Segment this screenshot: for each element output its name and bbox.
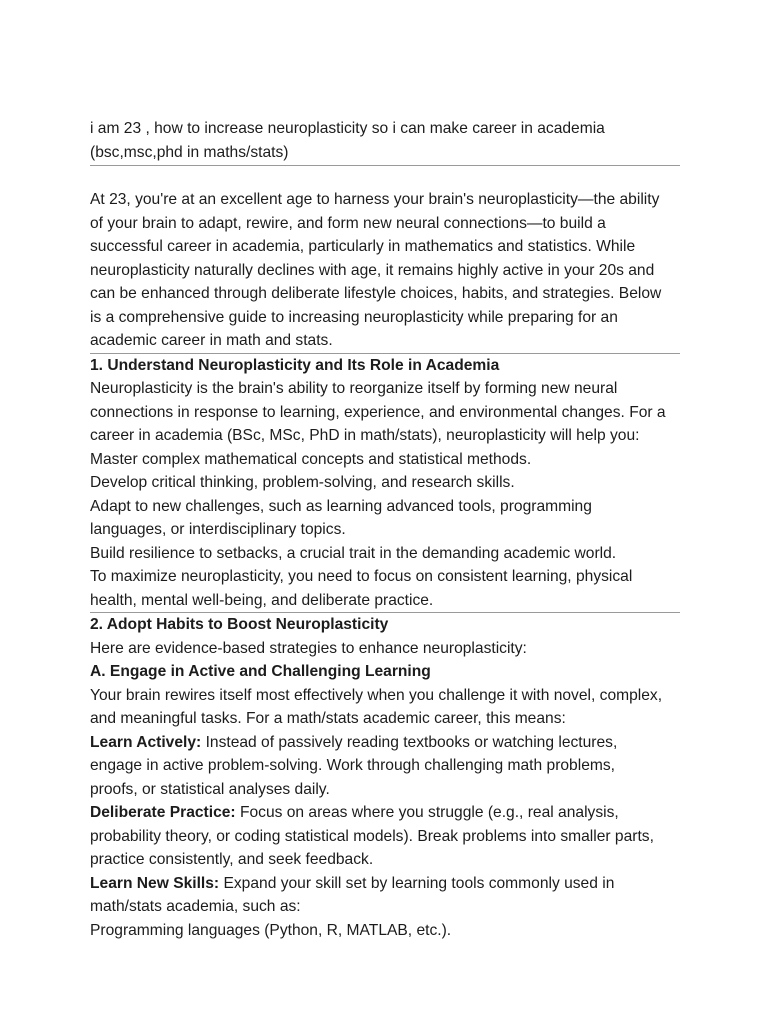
intro-line: can be enhanced through deliberate lifestyle choices, habits, and strategies. Below <box>90 285 662 302</box>
intro-line: At 23, you're at an excellent age to harness your brain's neuroplasticity—the ability <box>90 191 660 208</box>
intro-line: is a comprehensive guide to increasing neuroplasticity while preparing for an <box>90 308 618 326</box>
section-line: Master complex mathematical concepts and statistical methods. <box>90 450 532 468</box>
document-page <box>90 117 680 942</box>
item-text: Expand your skill set by learning tools commonly used in <box>219 874 615 892</box>
learn-new-skills-item <box>90 872 680 896</box>
item-text: Focus on areas where you struggle (e.g., real analysis, <box>235 804 619 821</box>
section-line: Develop critical thinking, problem-solving, and research skills. <box>90 474 515 491</box>
section-line: health, mental well-being, and deliberate practice. <box>90 591 434 609</box>
item-text: Instead of passively reading textbooks or watching lectures, <box>201 733 618 751</box>
intro-line: of your brain to adapt, rewire, and form new neural connections—to build a <box>90 214 606 232</box>
section-heading: 2. Adopt Habits to Boost Neuroplasticity <box>90 616 389 633</box>
section-line: and meaningful tasks. For a math/stats academic career, this means: <box>90 710 566 727</box>
learn-actively-item <box>90 731 680 755</box>
section-line: practice consistently, and seek feedback. <box>90 851 374 868</box>
subsection-heading: A. Engage in Active and Challenging Learning <box>90 663 431 680</box>
section-line: proofs, or statistical analyses daily. <box>90 780 330 798</box>
section-line: Your brain rewires itself most effectively when you challenge it with novel, complex, <box>90 686 663 704</box>
section-line: probability theory, or coding statistical models). Break problems into smaller parts, <box>90 827 654 845</box>
answer-intro <box>90 188 680 353</box>
section-line: career in academia (BSc, MSc, PhD in math/stats), neuroplasticity will help you: <box>90 427 640 444</box>
question-line: i am 23 , how to increase neuroplasticity so i can make career in academia <box>90 120 605 137</box>
section-line: engage in active problem-solving. Work through challenging math problems, <box>90 757 615 774</box>
section-line: Neuroplasticity is the brain's ability to reorganize itself by forming new neural <box>90 380 618 397</box>
section-2 <box>90 613 680 942</box>
section-line: Here are evidence-based strategies to enhance neuroplasticity: <box>90 639 527 657</box>
section-1 <box>90 354 680 613</box>
section-line: languages, or interdisciplinary topics. <box>90 521 346 538</box>
item-label: Deliberate Practice: <box>90 804 236 821</box>
section-line: math/stats academia, such as: <box>90 898 301 915</box>
section-line: connections in response to learning, experience, and environmental changes. For a <box>90 403 666 421</box>
deliberate-practice-item <box>90 801 680 825</box>
user-question <box>90 117 680 165</box>
section-line: To maximize neuroplasticity, you need to focus on consistent learning, physical <box>90 568 633 585</box>
question-line: (bsc,msc,phd in maths/stats) <box>90 143 289 161</box>
item-label: Learn New Skills: <box>90 874 220 892</box>
section-heading: 1. Understand Neuroplasticity and Its Role in Academia <box>90 356 500 374</box>
section-line: Adapt to new challenges, such as learning advanced tools, programming <box>90 497 592 515</box>
intro-line: successful career in academia, particularly in mathematics and statistics. While <box>90 238 636 255</box>
intro-line: neuroplasticity naturally declines with age, it remains highly active in your 20s and <box>90 261 655 279</box>
divider <box>90 165 680 166</box>
section-line: Programming languages (Python, R, MATLAB, etc.). <box>90 921 452 939</box>
intro-line: academic career in math and stats. <box>90 332 333 349</box>
section-line: Build resilience to setbacks, a crucial trait in the demanding academic world. <box>90 544 617 562</box>
item-label: Learn Actively: <box>90 733 202 751</box>
